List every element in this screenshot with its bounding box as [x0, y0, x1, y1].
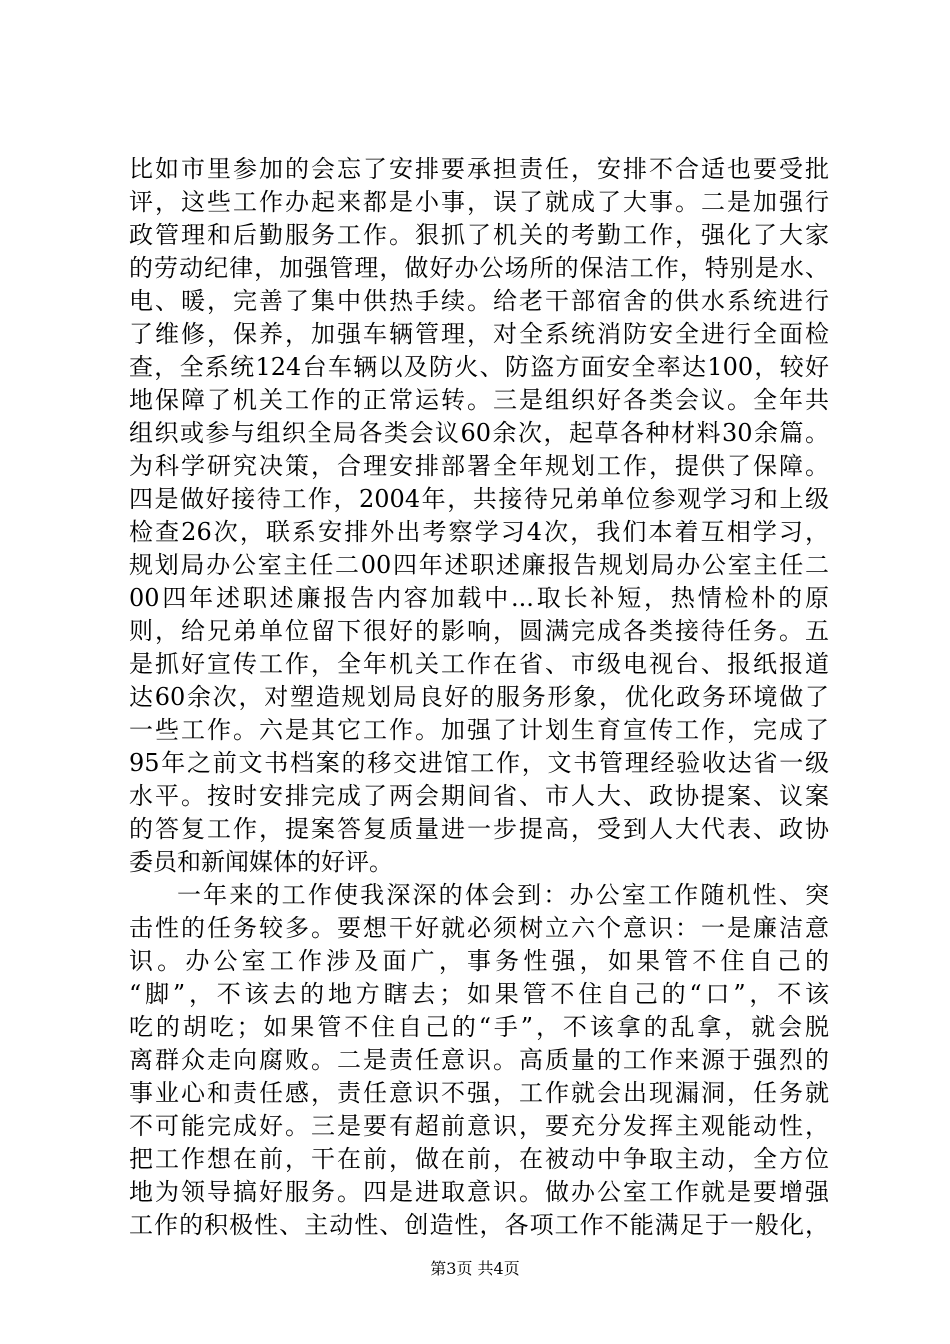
page-number: 第3页 共4页 [430, 1259, 520, 1278]
text-line: 的答复工作，提案答复质量进一步提高，受到人大代表、政协 [129, 815, 829, 843]
text-line: 不可能完成好。三是要有超前意识，要充分发挥主观能动性， [129, 1112, 829, 1140]
text-line: 工作的积极性、主动性、创造性，各项工作不能满足于一般化， [129, 1211, 829, 1239]
text-line: 事业心和责任感，责任意识不强，工作就会出现漏洞，任务就 [129, 1079, 829, 1107]
text-line: 吃的胡吃；如果管不住自己的“手”，不该拿的乱拿，就会脱 [129, 1013, 829, 1041]
text-line: 识。办公室工作涉及面广，事务性强，如果管不住自己的 [129, 947, 829, 975]
text-line: 95年之前文书档案的移交进馆工作，文书管理经验收达省一级 [129, 749, 829, 777]
page-footer [0, 1256, 950, 1279]
text-line: 电、暖，完善了集中供热手续。给老干部宿舍的供水系统进行 [129, 287, 829, 315]
text-line: 00四年述职述廉报告内容加载中...取长补短，热情检朴的原 [129, 584, 829, 612]
text-line: 则，给兄弟单位留下很好的影响，圆满完成各类接待任务。五 [129, 617, 829, 645]
paragraph-start-line: 一年来的工作使我深深的体会到：办公室工作随机性、突 [177, 881, 829, 909]
text-line: 击性的任务较多。要想干好就必须树立六个意识：一是廉洁意 [129, 914, 829, 942]
text-line: 是抓好宣传工作，全年机关工作在省、市级电视台、报纸报道 [129, 650, 829, 678]
text-line: 查，全系统124台车辆以及防火、防盗方面安全率达100，较好 [129, 353, 829, 381]
document-body [129, 153, 829, 1242]
text-line: 地保障了机关工作的正常运转。三是组织好各类会议。全年共 [129, 386, 829, 414]
text-line: 把工作想在前，干在前，做在前，在被动中争取主动，全方位 [129, 1145, 829, 1173]
paragraph-end-line: 委员和新闻媒体的好评。 [129, 848, 393, 876]
text-line: 离群众走向腐败。二是责任意识。高质量的工作来源于强烈的 [129, 1046, 829, 1074]
text-line: 评，这些工作办起来都是小事，误了就成了大事。二是加强行 [129, 188, 829, 216]
text-line: 规划局办公室主任二00四年述职述廉报告规划局办公室主任二 [129, 551, 829, 579]
text-line: “脚”，不该去的地方瞎去；如果管不住自己的“口”，不该 [129, 980, 829, 1008]
text-line: 四是做好接待工作，2004年，共接待兄弟单位参观学习和上级 [129, 485, 829, 513]
text-line: 为科学研究决策，合理安排部署全年规划工作，提供了保障。 [129, 452, 829, 480]
text-line: 检查26次，联系安排外出考察学习4次，我们本着互相学习， [129, 518, 829, 546]
text-line: 达60余次，对塑造规划局良好的服务形象，优化政务环境做了 [129, 683, 829, 711]
text-line: 比如市里参加的会忘了安排要承担责任，安排不合适也要受批 [129, 155, 829, 183]
text-line: 了维修，保养，加强车辆管理，对全系统消防安全进行全面检 [129, 320, 829, 348]
text-line: 的劳动纪律，加强管理，做好办公场所的保洁工作，特别是水、 [129, 254, 829, 282]
text-line: 水平。按时安排完成了两会期间省、市人大、政协提案、议案 [129, 782, 829, 810]
text-line: 政管理和后勤服务工作。狠抓了机关的考勤工作，强化了大家 [129, 221, 829, 249]
text-line: 地为领导搞好服务。四是进取意识。做办公室工作就是要增强 [129, 1178, 829, 1206]
text-line: 组织或参与组织全局各类会议60余次，起草各种材料30余篇。 [129, 419, 829, 447]
text-line: 一些工作。六是其它工作。加强了计划生育宣传工作，完成了 [129, 716, 829, 744]
